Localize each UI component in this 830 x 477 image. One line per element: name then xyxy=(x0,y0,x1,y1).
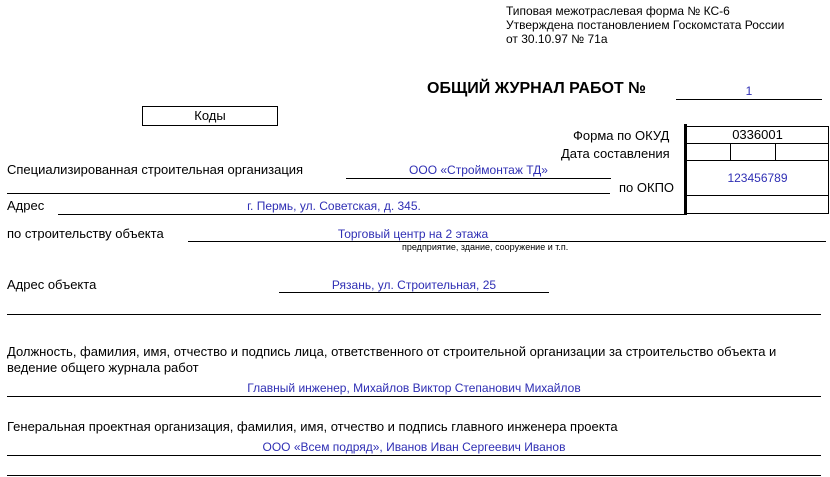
object-address-label: Адрес объекта xyxy=(7,277,97,292)
okpo-label: по ОКПО xyxy=(619,180,675,195)
address-label: Адрес xyxy=(7,198,45,213)
object-address-underline xyxy=(279,292,549,293)
org-second-underline xyxy=(7,193,610,194)
journal-number-underline xyxy=(676,99,822,100)
page-title: ОБЩИЙ ЖУРНАЛ РАБОТ № xyxy=(427,80,646,97)
extra-code-cell[interactable] xyxy=(686,195,829,214)
form-type-line: Типовая межотраслевая форма № КС-6 xyxy=(506,4,730,18)
date-year-cell[interactable] xyxy=(775,143,829,161)
okud-value: 0336001 xyxy=(732,127,783,142)
date-label: Дата составления xyxy=(561,146,670,161)
codes-table-border xyxy=(684,124,687,215)
responsible-value[interactable]: Главный инженер, Михайлов Виктор Степанович Михайлов xyxy=(247,381,581,395)
codes-label-box xyxy=(142,106,278,126)
object-address-second-underline xyxy=(7,314,821,315)
design-label: Генеральная проектная организация, фамилия, имя, отчество и подпись главного инженера проекта xyxy=(7,419,618,434)
design-value[interactable]: ООО «Всем подряд», Иванов Иван Сергеевич Иванов xyxy=(262,440,566,454)
okpo-value: 123456789 xyxy=(727,171,788,185)
design-second-underline xyxy=(7,475,821,476)
org-underline xyxy=(346,178,611,179)
address-value[interactable]: г. Пермь, ул. Советская, д. 345. xyxy=(247,199,421,213)
org-label: Специализированная строительная организация xyxy=(7,162,304,177)
object-label: по строительству объекта xyxy=(7,226,164,241)
object-address-value[interactable]: Рязань, ул. Строительная, 25 xyxy=(331,278,497,292)
okud-label: Форма по ОКУД xyxy=(573,128,670,143)
codes-label: Коды xyxy=(194,108,226,123)
journal-number[interactable]: 1 xyxy=(745,84,753,98)
address-underline xyxy=(58,214,684,215)
approval-date-line: от 30.10.97 № 71а xyxy=(506,32,608,46)
responsible-label: Должность, фамилия, имя, отчество и подпись лица, ответственного от строительной организации за строительство объекта и ведение общего журнала работ xyxy=(7,344,777,375)
design-underline xyxy=(7,455,821,456)
approval-line: Утверждена постановлением Госкомстата России xyxy=(506,18,785,32)
okpo-cell[interactable] xyxy=(686,160,829,196)
date-month-cell[interactable] xyxy=(730,143,776,161)
responsible-underline xyxy=(7,396,821,397)
date-day-cell[interactable] xyxy=(686,143,731,161)
okud-cell[interactable] xyxy=(686,126,829,144)
object-hint: предприятие, здание, сооружение и т.п. xyxy=(402,242,569,252)
org-value[interactable]: ООО «Строймонтаж ТД» xyxy=(409,163,548,177)
object-value[interactable]: Торговый центр на 2 этажа xyxy=(337,227,489,241)
